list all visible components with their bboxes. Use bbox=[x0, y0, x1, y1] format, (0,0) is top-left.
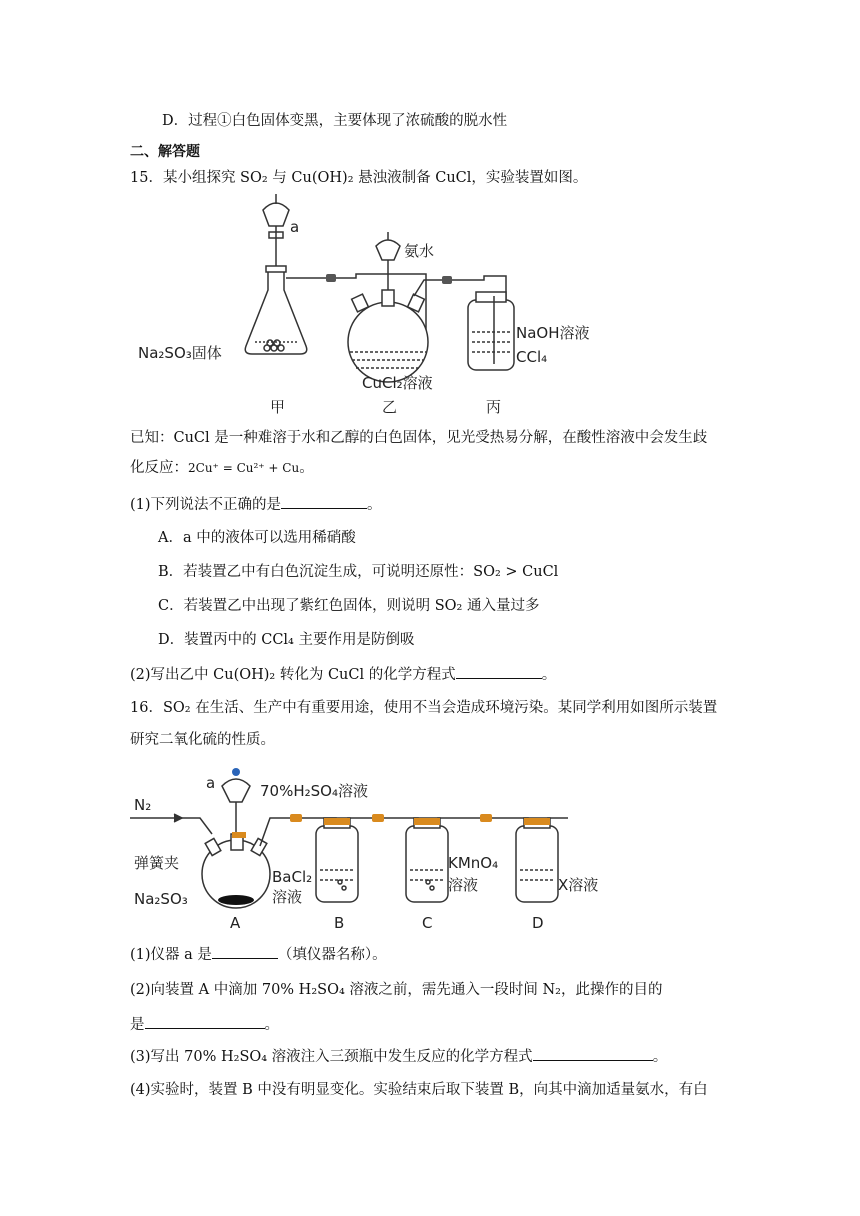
q15-stem: 15．某小组探究 SO₂ 与 Cu(OH)₂ 悬浊液制备 CuCl，实验装置如图。 bbox=[130, 170, 588, 186]
q16-label-bacl2-2: 溶液 bbox=[272, 888, 303, 906]
q16-part2-line2-text: 是 bbox=[130, 1017, 145, 1033]
q16-stem-line1: 16．SO₂ 在生活、生产中有重要用途，使用不当会造成环境污染。某同学利用如图所示装置 bbox=[130, 700, 718, 716]
q16-label-x: X溶液 bbox=[558, 876, 599, 894]
q16-label-A: A bbox=[230, 914, 241, 932]
q16-part1-text: (1)仪器 a 是 bbox=[130, 947, 212, 963]
q15-label-jia: 甲 bbox=[270, 398, 286, 416]
q15-label-ammonia: 氨水 bbox=[404, 242, 435, 260]
q16-part1 bbox=[130, 944, 387, 965]
q15-known-line2 bbox=[130, 458, 314, 478]
q15-part2-text: (2)写出乙中 Cu(OH)₂ 转化为 CuCl 的化学方程式 bbox=[130, 667, 456, 683]
q15-option-b: B．若装置乙中有白色沉淀生成，可说明还原性：SO₂ > CuCl bbox=[158, 564, 559, 580]
q16-part4: (4)实验时，装置 B 中没有明显变化。实验结束后取下装置 B，向其中滴加适量氨水，有白 bbox=[130, 1082, 708, 1098]
q15-known-equation: 2Cu⁺ = Cu²⁺ + Cu bbox=[188, 461, 300, 475]
q15-apparatus-figure bbox=[130, 192, 630, 422]
q16-label-h2so4: 70%H₂SO₄溶液 bbox=[260, 782, 368, 800]
q15-part1-end: 。 bbox=[367, 497, 382, 513]
q16-part3 bbox=[130, 1046, 667, 1067]
q16-label-a: a bbox=[206, 774, 216, 792]
q15-label-na2so3: Na₂SO₃固体 bbox=[138, 344, 222, 362]
q16-label-na2so3: Na₂SO₃ bbox=[134, 890, 188, 908]
q16-apparatus-figure bbox=[130, 762, 620, 934]
q15-part1-text: (1)下列说法不正确的是 bbox=[130, 497, 282, 513]
q16-part2-line1: (2)向装置 A 中滴加 70% H₂SO₄ 溶液之前，需先通入一段时间 N₂，此操作的目的 bbox=[130, 982, 663, 998]
q16-label-kmno4-1: KMnO₄ bbox=[448, 854, 499, 872]
q15-label-yi: 乙 bbox=[382, 398, 398, 416]
q15-part2-blank[interactable] bbox=[456, 664, 542, 679]
q15-label-bing: 丙 bbox=[486, 398, 502, 416]
q15-label-ccl4: CCl₄ bbox=[516, 348, 548, 366]
q16-label-D: D bbox=[532, 914, 544, 932]
q15-part2 bbox=[130, 664, 556, 685]
q16-label-n2: N₂ bbox=[134, 796, 152, 814]
q16-part2-end: 。 bbox=[264, 1017, 279, 1033]
q16-stem-line2: 研究二氧化硫的性质。 bbox=[130, 732, 275, 748]
q15-option-c: C．若装置乙中出现了紫红色固体，则说明 SO₂ 通入量过多 bbox=[158, 598, 540, 614]
q15-option-d: D．装置丙中的 CCl₄ 主要作用是防倒吸 bbox=[158, 632, 415, 648]
q16-label-C: C bbox=[422, 914, 433, 932]
q15-label-cucl2: CuCl₂溶液 bbox=[362, 374, 433, 392]
q15-label-naoh: NaOH溶液 bbox=[516, 324, 590, 342]
q16-label-B: B bbox=[334, 914, 345, 932]
q16-part3-text: (3)写出 70% H₂SO₄ 溶液注入三颈瓶中发生反应的化学方程式 bbox=[130, 1049, 533, 1065]
q16-part1-end: （填仪器名称）。 bbox=[277, 947, 387, 963]
q16-part1-blank[interactable] bbox=[212, 944, 278, 959]
q15-known-line1: 已知：CuCl 是一种难溶于水和乙醇的白色固体，见光受热易分解，在酸性溶液中会发生歧 bbox=[130, 430, 708, 446]
section-title: 二、解答题 bbox=[130, 144, 200, 160]
q16-label-kmno4-2: 溶液 bbox=[448, 876, 479, 894]
q14-option-d: D．过程①白色固体变黑，主要体现了浓硫酸的脱水性 bbox=[162, 113, 508, 129]
q16-part2-line2 bbox=[130, 1014, 279, 1035]
q15-part1-blank[interactable] bbox=[281, 494, 367, 509]
q16-part3-end: 。 bbox=[652, 1049, 668, 1065]
q16-part2-blank[interactable] bbox=[145, 1014, 265, 1029]
q16-part3-blank[interactable] bbox=[533, 1046, 653, 1061]
q15-known-suffix: 。 bbox=[299, 460, 314, 476]
q15-part2-end: 。 bbox=[541, 667, 557, 683]
q15-part1 bbox=[130, 494, 382, 515]
q15-known-prefix: 化反应： bbox=[130, 460, 188, 476]
q16-label-bacl2-1: BaCl₂ bbox=[272, 868, 313, 886]
q15-label-a: a bbox=[290, 218, 300, 236]
q16-label-clamp: 弹簧夹 bbox=[134, 854, 180, 872]
q15-option-a: A．a 中的液体可以选用稀硝酸 bbox=[158, 530, 356, 546]
